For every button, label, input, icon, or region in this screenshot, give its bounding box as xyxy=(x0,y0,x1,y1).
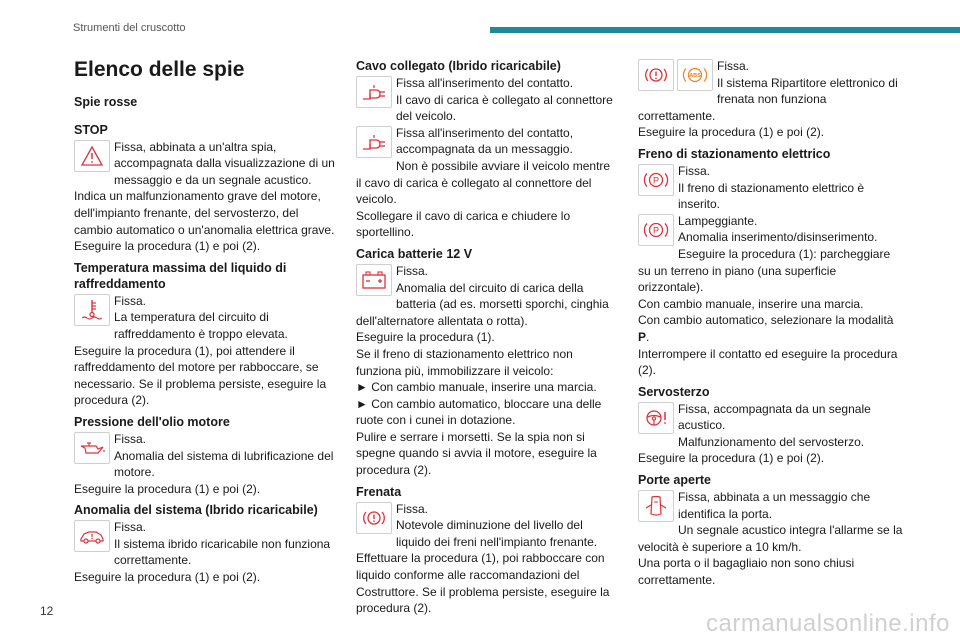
coolant-temperature-icon xyxy=(74,294,110,326)
parking-b-line-6: Interrompere il contatto ed eseguire la procedura (2). xyxy=(638,346,898,378)
ebd-line-2: Il sistema Ripartitore elettronico di frenata non funziona correttamente. xyxy=(638,75,898,123)
parking-brake-icon xyxy=(638,214,674,246)
oil-line-3: Eseguire la procedura (1) e poi (2). xyxy=(74,481,261,496)
svg-text:P: P xyxy=(652,225,660,236)
hybrid-line-3: Eseguire la procedura (1) e poi (2). xyxy=(74,570,261,585)
subheading-red-lights: Spie rosse xyxy=(74,95,138,109)
parking-b-line-5-text: Con cambio automatico, selezionare la modalità xyxy=(638,313,894,328)
cable-b-line-3: Scollegare il cavo di carica e chiudere lo sportellino. xyxy=(356,208,571,240)
entry-title-coolant: Temperatura massima del liquido di raffreddamento xyxy=(74,260,287,291)
cable-a-line-2: Il cavo di carica è collegato al connettore del veicolo. xyxy=(396,92,613,124)
entry-coolant xyxy=(74,293,338,409)
oil-line-2: Anomalia del sistema di lubrificazione del motore. xyxy=(114,448,334,480)
battery-line-2: Anomalia del circuito di carica della batteria (ad es. morsetti sporchi, cinghia dell'alternatore allentata o rotta). xyxy=(356,280,609,328)
entry-title-braking: Frenata xyxy=(356,484,402,499)
entry-title-battery: Carica batterie 12 V xyxy=(356,246,473,261)
doors-line-1: Fissa, abbinata a un messaggio che identifica la porta. xyxy=(678,490,871,521)
entry-title-stop: STOP xyxy=(74,122,108,137)
hybrid-line-2: Il sistema ibrido ricaricabile non funziona correttamente. xyxy=(114,536,331,568)
steering-wheel-warning-icon xyxy=(638,402,674,434)
entry-parking-a xyxy=(638,163,904,213)
entry-title-cable: Cavo collegato (Ibrido ricaricabile) xyxy=(356,59,561,73)
stop-text-1: Fissa, abbinata a un'altra spia, accompagnata dalla visualizzazione di un messaggio e da un segnale acustico. xyxy=(114,139,335,187)
column-1 xyxy=(74,58,338,586)
stop-text-3: Eseguire la procedura (1) e poi (2). xyxy=(74,239,261,254)
entry-cable-b xyxy=(356,125,618,241)
page-title: Elenco delle spie xyxy=(74,58,245,81)
entry-oil xyxy=(74,431,338,497)
entry-battery xyxy=(356,263,618,479)
parking-b-line-5 xyxy=(638,312,904,345)
stop-text-2: Indica un malfunzionamento grave del motore, dell'impianto frenante, del servosterzo, del cambio automatico o un'anomalia elettrica grave. xyxy=(74,189,335,237)
entry-steering xyxy=(638,401,904,467)
svg-text:P: P xyxy=(652,175,660,186)
entry-parking-b xyxy=(638,213,904,379)
coolant-line-3: Eseguire la procedura (1), poi attendere il raffreddamento del motore per rabboccare, se necessario. Se il problema persiste, eseguire la procedura (2). xyxy=(74,343,327,408)
parking-b-line-2: Anomalia inserimento/disinserimento. xyxy=(678,230,878,245)
entry-hybrid xyxy=(74,519,338,585)
page-number: 12 xyxy=(40,604,54,618)
parking-a-line-1: Fissa. xyxy=(678,163,711,178)
parking-b-line-1: Lampeggiante. xyxy=(678,213,758,228)
door-open-icon xyxy=(638,490,674,522)
abs-icon xyxy=(677,59,713,91)
warning-triangle-icon xyxy=(74,140,110,172)
battery-line-7: Pulire e serrare i morsetti. Se la spia non si spegne quando si avvia il motore, eseguire la procedura (2). xyxy=(356,429,597,478)
entry-ebd xyxy=(638,58,904,141)
watermark: carmanualsonline.info xyxy=(706,610,950,637)
braking-line-3: Effettuare la procedura (1), poi rabboccare con liquido conforme alle raccomandazioni del Costruttore. Se il problema persiste, eseguire la procedura (2). xyxy=(356,551,610,616)
entry-title-oil: Pressione dell'olio motore xyxy=(74,414,230,429)
parking-brake-icon xyxy=(638,164,674,196)
cable-b-line-1: Fissa all'inserimento del contatto, accompagnata da un messaggio. xyxy=(396,125,574,157)
hybrid-line-1: Fissa. xyxy=(114,520,147,535)
entry-title-hybrid: Anomalia del sistema (Ibrido ricaricabile) xyxy=(74,503,318,518)
battery-icon xyxy=(356,264,392,296)
parking-b-line-5-end: . xyxy=(646,329,650,344)
oil-can-icon xyxy=(74,432,110,464)
charging-plug-icon xyxy=(356,76,392,108)
oil-line-1: Fissa. xyxy=(114,431,147,446)
parking-a-line-2: Il freno di stazionamento elettrico è inserito. xyxy=(678,180,865,212)
battery-line-1: Fissa. xyxy=(396,263,429,278)
battery-line-3: Eseguire la procedura (1). xyxy=(356,330,495,345)
cable-a-line-1: Fissa all'inserimento del contatto. xyxy=(396,76,574,90)
column-3 xyxy=(638,58,904,589)
gear-mode-p: P xyxy=(638,329,647,344)
steering-line-3: Eseguire la procedura (1) e poi (2). xyxy=(638,451,825,466)
brake-warning-icon xyxy=(356,502,392,534)
parking-b-line-3: Eseguire la procedura (1): parcheggiare su un terreno in piano (una superficie orizzontale). xyxy=(638,246,891,295)
ebd-line-3: Eseguire la procedura (1) e poi (2). xyxy=(638,125,825,140)
entry-title-doors: Porte aperte xyxy=(638,473,711,488)
entry-title-parking-brake: Freno di stazionamento elettrico xyxy=(638,146,831,161)
doors-line-3: Una porta o il bagagliaio non sono chiusi correttamente. xyxy=(638,556,855,588)
cable-b-line-2: Non è possibile avviare il veicolo mentre il cavo di carica è collegato al connettore del veicolo. xyxy=(356,158,611,207)
entry-stop xyxy=(74,139,338,255)
coolant-line-1: Fissa. xyxy=(114,293,147,308)
parking-b-line-4: Con cambio manuale, inserire una marcia. xyxy=(638,296,864,311)
header-accent-bar xyxy=(490,27,960,33)
svg-text:ABS: ABS xyxy=(689,73,701,80)
braking-line-2: Notevole diminuzione del livello del liquido dei freni nell'impianto frenante. xyxy=(396,518,598,549)
ebd-line-1: Fissa. xyxy=(717,59,750,73)
entry-title-steering: Servosterzo xyxy=(638,384,710,399)
doors-line-2: Un segnale acustico integra l'allarme se la velocità è superiore a 10 km/h. xyxy=(638,523,903,554)
entry-cable-a xyxy=(356,75,618,125)
steering-line-1: Fissa, accompagnata da un segnale acustico. xyxy=(678,401,871,433)
battery-line-6: ► Con cambio automatico, bloccare una delle ruote con i cunei in dotazione. xyxy=(356,396,602,428)
steering-line-2: Malfunzionamento del servosterzo. xyxy=(678,434,865,449)
header-section-title: Strumenti del cruscotto xyxy=(73,22,186,34)
battery-line-5: ► Con cambio manuale, inserire una marcia. xyxy=(356,380,597,395)
entry-doors xyxy=(638,489,904,589)
coolant-line-2: La temperatura del circuito di raffreddamento è troppo elevata. xyxy=(114,310,288,341)
hybrid-system-fault-icon xyxy=(74,520,110,552)
charging-plug-icon xyxy=(356,126,392,158)
column-2 xyxy=(356,58,618,617)
entry-braking xyxy=(356,501,618,617)
brake-warning-icon xyxy=(638,59,674,91)
battery-line-4: Se il freno di stazionamento elettrico non funziona più, immobilizzare il veicolo: xyxy=(356,346,573,378)
braking-line-1: Fissa. xyxy=(396,501,429,516)
